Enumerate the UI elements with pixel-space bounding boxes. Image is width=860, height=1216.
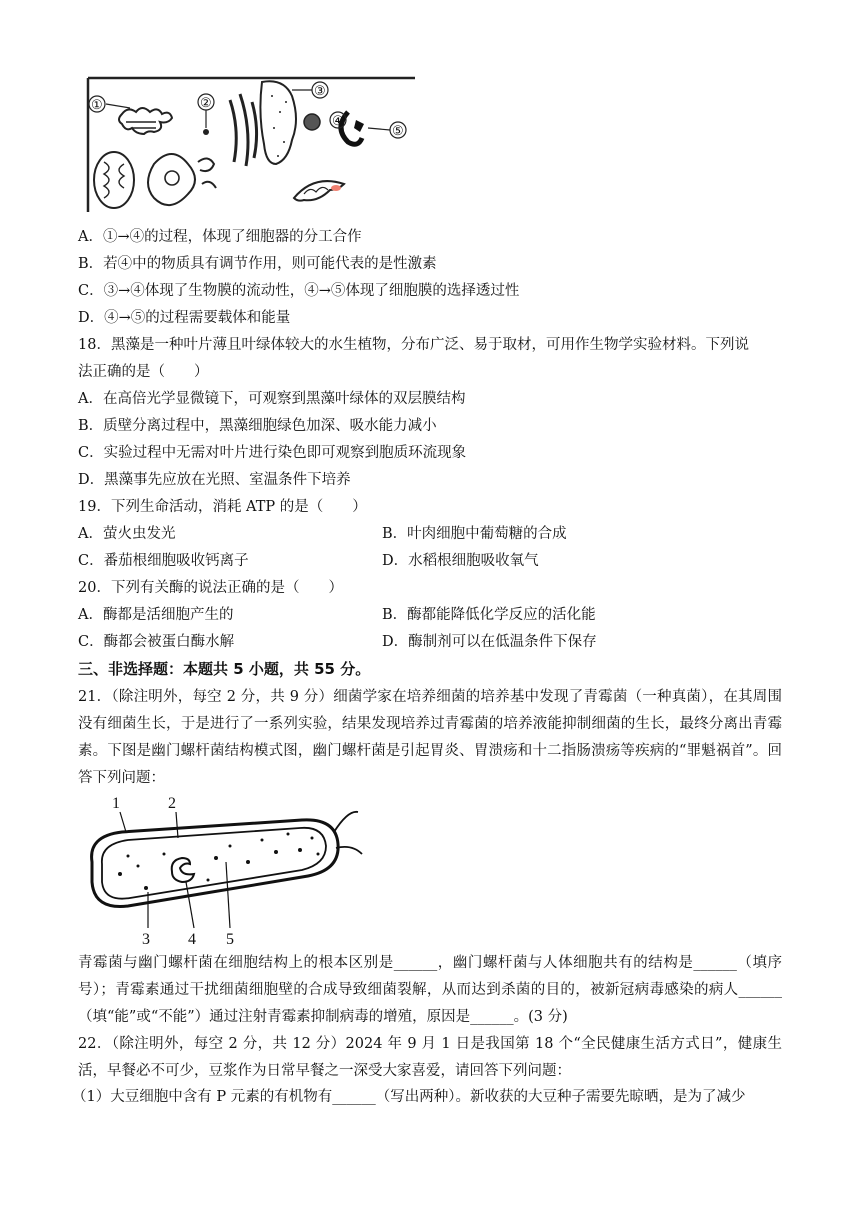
q18-stem-line2: 法正确的是（ ） <box>78 364 209 380</box>
q17-option-a: A．①→④的过程，体现了细胞器的分工合作 <box>78 229 362 245</box>
mitochondrion-shape <box>94 152 134 208</box>
q18-option-d: D．黑藻事先应放在光照、室温条件下培养 <box>78 472 351 488</box>
q18-stem-line1: 18．黑藻是一种叶片薄且叶绿体较大的水生植物，分布广泛、易于取材，可用作生物学实验材料。下列说 <box>78 337 749 353</box>
bacterium-diagram <box>80 792 370 950</box>
q19-option-a: A．萤火虫发光 <box>78 526 176 542</box>
figure1-label-1: ① <box>91 97 103 112</box>
q20-option-b: B．酶都能降低化学反应的活化能 <box>382 607 596 623</box>
endoplasmic-reticulum-shape <box>119 108 172 134</box>
q19-option-c: C．番茄根细胞吸收钙离子 <box>78 553 249 569</box>
q18-option-a: A．在高倍光学显微镜下，可观察到黑藻叶绿体的双层膜结构 <box>78 391 466 407</box>
organelle-diagram <box>80 72 420 216</box>
nucleus-shape <box>148 154 195 205</box>
figure1-label-5: ⑤ <box>392 123 404 138</box>
large-vesicle-shape <box>260 81 296 164</box>
q20-option-a: A．酶都是活细胞产生的 <box>78 607 234 623</box>
dark-vesicle-shape <box>304 114 320 130</box>
flagellum-shape <box>334 812 362 854</box>
figure2-label-3: 3 <box>142 931 150 948</box>
q22-stem: 22．（除注明外，每空 2 分，共 12 分）2024 年 9 月 1 日是我国第 18 个“全民健康生活方式日”，健康生活，早餐必不可少，豆浆作为日常早餐之一深受大家喜爱，请回答下列问题： <box>78 1036 782 1079</box>
q18-option-b: B．质壁分离过程中，黑藻细胞绿色加深、吸水能力减小 <box>78 418 437 434</box>
nucleoid-shape <box>172 858 194 882</box>
q21-question: 青霉菌与幽门螺杆菌在细胞结构上的根本区别是______，幽门螺杆菌与人体细胞共有的结构是______（填序号）；青霉素通过干扰细菌细胞壁的合成导致细菌裂解，从而达到杀菌的目的，被新冠病毒感染的病人______（填“能”或“不能”）通过注射青霉素抑制病毒的增殖，原因是______。(3 分) <box>78 955 782 1025</box>
figure1-label-2: ② <box>200 95 212 110</box>
figure2-label-2: 2 <box>168 795 176 812</box>
figure2-label-5: 5 <box>226 931 234 948</box>
section3-title: 三、非选择题：本题共 5 小题，共 55 分。 <box>78 660 371 678</box>
q17-option-c: C．③→④体现了生物膜的流动性，④→⑤体现了细胞膜的选择透过性 <box>78 283 520 299</box>
q22-sub1: （1）大豆细胞中含有 P 元素的有机物有______（写出两种）。新收获的大豆种子需要先晾晒，是为了减少 <box>72 1089 746 1105</box>
q21-stem: 21．（除注明外，每空 2 分，共 9 分）细菌学家在培养细菌的培养基中发现了青霉菌（一种真菌），在其周围没有细菌生长，于是进行了一系列实验，结果发现培养过青霉菌的培养液能抑制细菌的生长，最终分离出青霉素。下图是幽门螺杆菌结构模式图，幽门螺杆菌是引起胃炎、胃溃疡和十二指肠溃疡等疾病的“罪魁祸首”。回答下列问题： <box>78 689 782 786</box>
q20-option-d: D．酶制剂可以在低温条件下保存 <box>382 634 597 650</box>
q17-option-d: D．④→⑤的过程需要载体和能量 <box>78 310 291 326</box>
figure1-label-3: ③ <box>314 83 326 98</box>
q20-stem: 20．下列有关酶的说法正确的是（ ） <box>78 580 343 596</box>
q17-option-b: B．若④中的物质具有调节作用，则可能代表的是性激素 <box>78 256 437 272</box>
q19-option-b: B．叶肉细胞中葡萄糖的合成 <box>382 526 567 542</box>
q18-option-c: C．实验过程中无需对叶片进行染色即可观察到胞质环流现象 <box>78 445 467 461</box>
bacterium-inner-membrane-shape <box>102 828 326 899</box>
q19-option-d: D．水稻根细胞吸收氧气 <box>382 553 539 569</box>
q19-stem: 19．下列生命活动，消耗 ATP 的是（ ） <box>78 499 367 515</box>
golgi-shape <box>230 94 257 166</box>
bacterium-outer-wall-shape <box>92 820 339 907</box>
figure2-label-4: 4 <box>188 931 196 948</box>
q20-option-c: C．酶都会被蛋白酶水解 <box>78 634 235 650</box>
figure1-label-4: ④ <box>332 113 344 128</box>
figure2-label-1: 1 <box>112 795 120 812</box>
